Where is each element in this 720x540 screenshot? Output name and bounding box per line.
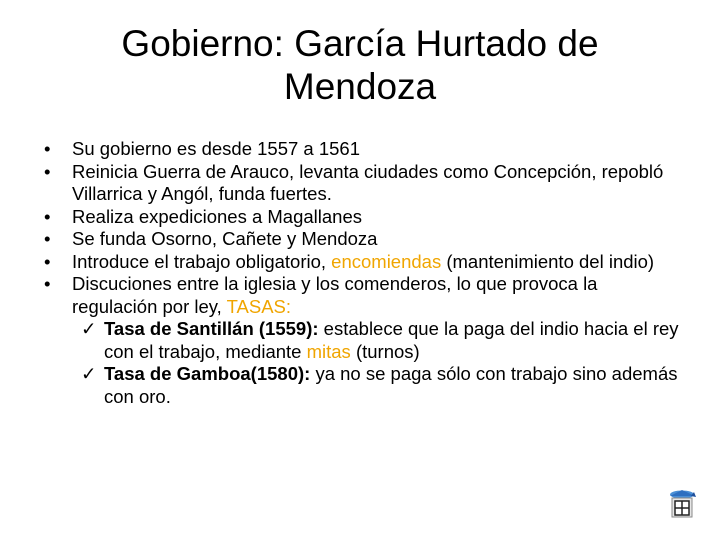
home-icon bbox=[667, 488, 699, 520]
bullet-item bbox=[44, 228, 684, 251]
bullet-text: Su gobierno es desde 1557 a 1561 bbox=[72, 138, 361, 159]
bullet-item bbox=[44, 251, 684, 274]
sub-item-heading: Tasa de Santillán (1559): bbox=[104, 318, 319, 339]
sub-item bbox=[72, 363, 684, 408]
bullet-text: Introduce el trabajo obligatorio, bbox=[72, 250, 332, 272]
bullet-text: Realiza expediciones a Magallanes bbox=[72, 205, 363, 227]
bullet-item bbox=[44, 273, 684, 408]
bullet-text: Discuciones entre la iglesia y los comenderos, lo que provoca la regulación por ley, bbox=[72, 273, 598, 317]
bullet-item bbox=[44, 161, 684, 206]
check-icon: ✓ bbox=[81, 318, 97, 339]
bullet-list bbox=[44, 138, 684, 408]
highlight-tasas: TASAS: bbox=[226, 295, 292, 317]
home-button[interactable] bbox=[667, 488, 699, 520]
slide-title: Gobierno: García Hurtado de Mendoza bbox=[121, 23, 599, 107]
sub-item-text: ya no se paga sólo con trabajo sino además con oro. bbox=[104, 363, 678, 407]
bullet-text: Se funda Osorno, Cañete y Mendoza bbox=[72, 228, 378, 249]
highlight-encomiendas: encomiendas bbox=[331, 250, 442, 272]
bullet-text: Reinicia Guerra de Arauco, levanta ciudades como Concepción, repobló Villarrica y Angól, funda fuertes. bbox=[72, 160, 664, 204]
sub-list bbox=[72, 318, 684, 408]
sub-item-heading: Tasa de Gamboa(1580): bbox=[104, 363, 311, 384]
bullet-text: (mantenimiento del indio) bbox=[441, 250, 655, 272]
check-icon: ✓ bbox=[81, 363, 97, 384]
sub-item-text: establece que la paga del indio hacia el rey con el trabajo, mediante bbox=[104, 318, 679, 362]
sub-item-text: (turnos) bbox=[350, 340, 420, 362]
bullet-item bbox=[44, 206, 684, 229]
bullet-item bbox=[44, 138, 684, 161]
highlight-mitas: mitas bbox=[306, 340, 351, 362]
sub-item bbox=[72, 318, 684, 363]
